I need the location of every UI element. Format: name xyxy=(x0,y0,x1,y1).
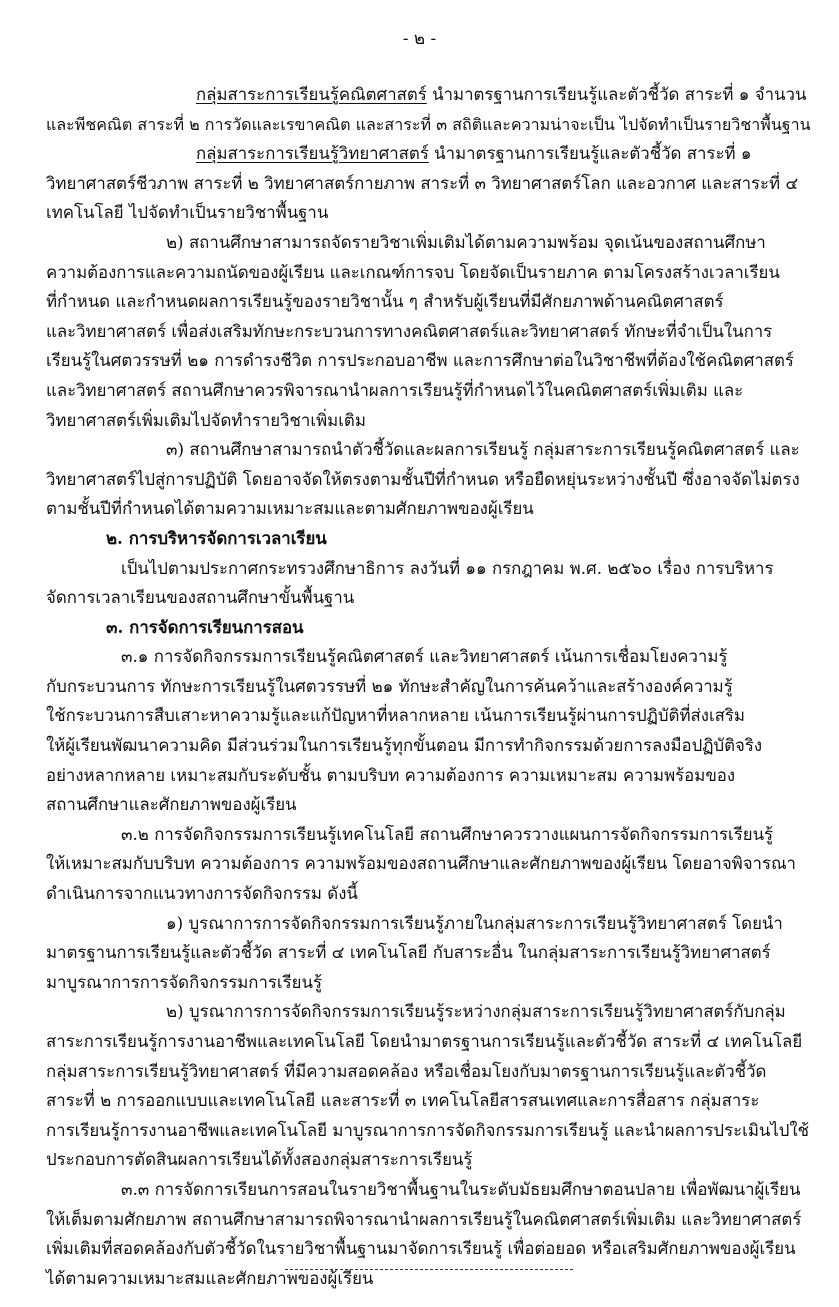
item2-line: ความต้องการและความถนัดของผู้เรียน และเกณฑ์การจบ โดยจัดเป็นรายภาค ตามโครงสร้างเวลาเรียน xyxy=(46,261,780,282)
item3-line: วิทยาศาสตร์ไปสู่การปฏิบัติ โดยอาจจัดให้ตรงตามชั้นปีที่กำหนด หรือยืดหยุ่นระหว่างชั้นปี ซึ่งอาจจัดไม่ตรง xyxy=(46,468,800,489)
science-paragraph-line-3: เทคโนโลยี ไปจัดทำเป็นรายวิชาพื้นฐาน xyxy=(46,202,329,223)
p32-1-line: มาบูรณาการการจัดกิจกรรมการเรียนรู้ xyxy=(46,971,322,992)
item3-line: ตามชั้นปีที่กำหนดได้ตามความเหมาะสมและตามศักยภาพของผู้เรียน xyxy=(46,498,534,519)
science-heading: กลุ่มสาระการเรียนรู้วิทยาศาสตร์ xyxy=(196,143,429,164)
section2-heading: ๒. การบริหารจัดการเวลาเรียน xyxy=(106,527,327,548)
science-text: นำมาตรฐานการเรียนรู้และตัวชี้วัด สาระที่ ๑ xyxy=(428,143,752,164)
section2-line: จัดการเวลาเรียนของสถานศึกษาขั้นพื้นฐาน xyxy=(46,587,355,608)
p33-line: เพิ่มเติมที่สอดคล้องกับตัวชี้วัดในรายวิชาพื้นฐานมาจัดการเรียนรู้ เพื่อต่อยอด หรือเสริมศักยภาพของผู้เรียน xyxy=(46,1238,796,1259)
p32-1-line: มาตรฐานการเรียนรู้และตัวชี้วัด สาระที่ ๔ เทคโนโลยี กับสาระอื่น ในกลุ่มสาระการเรียนรู้วิทยาศาสตร์ xyxy=(46,942,771,963)
p33-line: ได้ตามความเหมาะสมและศักยภาพของผู้เรียน xyxy=(46,1267,374,1288)
p31-line: ใช้กระบวนการสืบเสาะหาความรู้และแก้ปัญหาที่หลากหลาย เน้นการเรียนรู้ผ่านการปฏิบัติที่ส่งเสริม xyxy=(46,705,745,726)
p32-line: ๓.๒ การจัดกิจกรรมการเรียนรู้เทคโนโลยี สถานศึกษาควรวางแผนการจัดกิจกรรมการเรียนรู้ xyxy=(121,823,774,844)
science-paragraph-line-1 xyxy=(46,139,814,169)
item2-line: ๒) สถานศึกษาสามารถจัดรายวิชาเพิ่มเติมได้ตามความพร้อม จุดเน้นของสถานศึกษา xyxy=(166,231,766,252)
p32-2-line: การเรียนรู้การงานอาชีพและเทคโนโลยี มาบูรณาการการจัดกิจกรรมการเรียนรู้ และนำผลการประเมินไปใช้ xyxy=(46,1119,810,1140)
item2-line: และวิทยาศาสตร์ สถานศึกษาควรพิจารณานำผลการเรียนรู้ที่กำหนดไว้ในคณิตศาสตร์เพิ่มเติม และ xyxy=(46,379,744,400)
item2-line: วิทยาศาสตร์เพิ่มเติมไปจัดทำรายวิชาเพิ่มเติม xyxy=(46,409,366,430)
item2-line: ที่กำหนด และกำหนดผลการเรียนรู้ของรายวิชานั้น ๆ สำหรับผู้เรียนที่มีศักยภาพด้านคณิตศาสตร์ xyxy=(46,291,724,312)
document-body xyxy=(46,80,814,1293)
p32-1-line: ๑) บูรณาการการจัดกิจกรรมการเรียนรู้ภายในกลุ่มสาระการเรียนรู้วิทยาศาสตร์ โดยนำ xyxy=(166,912,783,933)
p32-line: ดำเนินการจากแนวทางการจัดกิจกรรม ดังนี้ xyxy=(46,883,358,904)
item2-line: เรียนรู้ในศตวรรษที่ ๒๑ การดำรงชีวิต การประกอบอาชีพ และการศึกษาต่อในวิชาชีพที่ต้องใช้คณิตศาสตร์ xyxy=(46,350,794,371)
p32-2-line: ประกอบการตัดสินผลการเรียนได้ทั้งสองกลุ่มสาระการเรียนรู้ xyxy=(46,1149,473,1170)
p32-2-line: สาระการเรียนรู้การงานอาชีพและเทคโนโลยี โดยนำมาตรฐานการเรียนรู้และตัวชี้วัด สาระที่ ๔ เทคโนโลยี xyxy=(46,1031,803,1051)
section2-line: เป็นไปตามประกาศกระทรวงศึกษาธิการ ลงวันที่ ๑๑ กรกฎาคม พ.ศ. ๒๕๖๐ เรื่อง การบริหาร xyxy=(121,557,774,578)
p31-line: ให้ผู้เรียนพัฒนาความคิด มีส่วนร่วมในการเรียนรู้ทุกขั้นตอน มีการทำกิจกรรมด้วยการลงมือปฏิบัติจริง xyxy=(46,735,763,756)
page-number: - ๒ - xyxy=(402,29,437,49)
math-text: นำมาตรฐานการเรียนรู้และตัวชี้วัด สาระที่ ๑ จำนวน xyxy=(426,84,807,104)
math-paragraph-line-2: และพีชคณิต สาระที่ ๒ การวัดและเรขาคณิต และสาระที่ ๓ สถิติและความน่าจะเป็น ไปจัดทำเป็นรายวิชาพื้นฐาน xyxy=(46,114,811,134)
p33-line: ๓.๓ การจัดการเรียนการสอนในรายวิชาพื้นฐานในระดับมัธยมศึกษาตอนปลาย เพื่อพัฒนาผู้เรียน xyxy=(121,1178,801,1199)
p32-2-line: สาระที่ ๒ การออกแบบและเทคโนโลยี และสาระที่ ๓ เทคโนโลยีสารสนเทศและการสื่อสาร กลุ่มสาระ xyxy=(46,1090,760,1111)
math-paragraph-line-1 xyxy=(46,80,814,110)
section3-heading: ๓. การจัดการเรียนการสอน xyxy=(106,616,304,637)
p32-line: ให้เหมาะสมกับบริบท ความต้องการ ความพร้อมของสถานศึกษาและศักยภาพของผู้เรียน โดยอาจพิจารณา xyxy=(46,853,796,874)
math-heading: กลุ่มสาระการเรียนรู้คณิตศาสตร์ xyxy=(196,84,427,104)
end-divider xyxy=(285,1269,573,1270)
science-paragraph-line-2: วิทยาศาสตร์ชีวภาพ สาระที่ ๒ วิทยาศาสตร์กายภาพ สาระที่ ๓ วิทยาศาสตร์โลก และอวกาศ และสาระที่ ๔ xyxy=(46,172,799,193)
p32-2-line: ๒) บูรณาการการจัดกิจกรรมการเรียนรู้ระหว่างกลุ่มสาระการเรียนรู้วิทยาศาสตร์กับกลุ่ม xyxy=(166,1001,786,1022)
item2-line: และวิทยาศาสตร์ เพื่อส่งเสริมทักษะกระบวนการทางคณิตศาสตร์และวิทยาศาสตร์ ทักษะที่จำเป็นในการ xyxy=(46,320,773,341)
p31-line: อย่างหลากหลาย เหมาะสมกับระดับชั้น ตามบริบท ความต้องการ ความเหมาะสม ความพร้อมของ xyxy=(46,764,736,785)
item3-line: ๓) สถานศึกษาสามารถนำตัวชี้วัดและผลการเรียนรู้ กลุ่มสาระการเรียนรู้คณิตศาสตร์ และ xyxy=(166,439,800,460)
p32-2-line: กลุ่มสาระการเรียนรู้วิทยาศาสตร์ ที่มีความสอดคล้อง หรือเชื่อมโยงกับมาตรฐานการเรียนรู้และตัวชี้วัด xyxy=(46,1060,767,1081)
p33-line: ให้เต็มตามศักยภาพ สถานศึกษาสามารถพิจารณานำผลการเรียนรู้ในคณิตศาสตร์เพิ่มเติม และวิทยาศาสตร์ xyxy=(46,1208,802,1229)
p31-line: กับกระบวนการ ทักษะการเรียนรู้ในศตวรรษที่ ๒๑ ทักษะสำคัญในการค้นคว้าและสร้างองค์ความรู้ xyxy=(46,675,733,696)
p31-line: ๓.๑ การจัดกิจกรรมการเรียนรู้คณิตศาสตร์ และวิทยาศาสตร์ เน้นการเชื่อมโยงความรู้ xyxy=(121,646,728,667)
p31-line: สถานศึกษาและศักยภาพของผู้เรียน xyxy=(46,794,297,815)
